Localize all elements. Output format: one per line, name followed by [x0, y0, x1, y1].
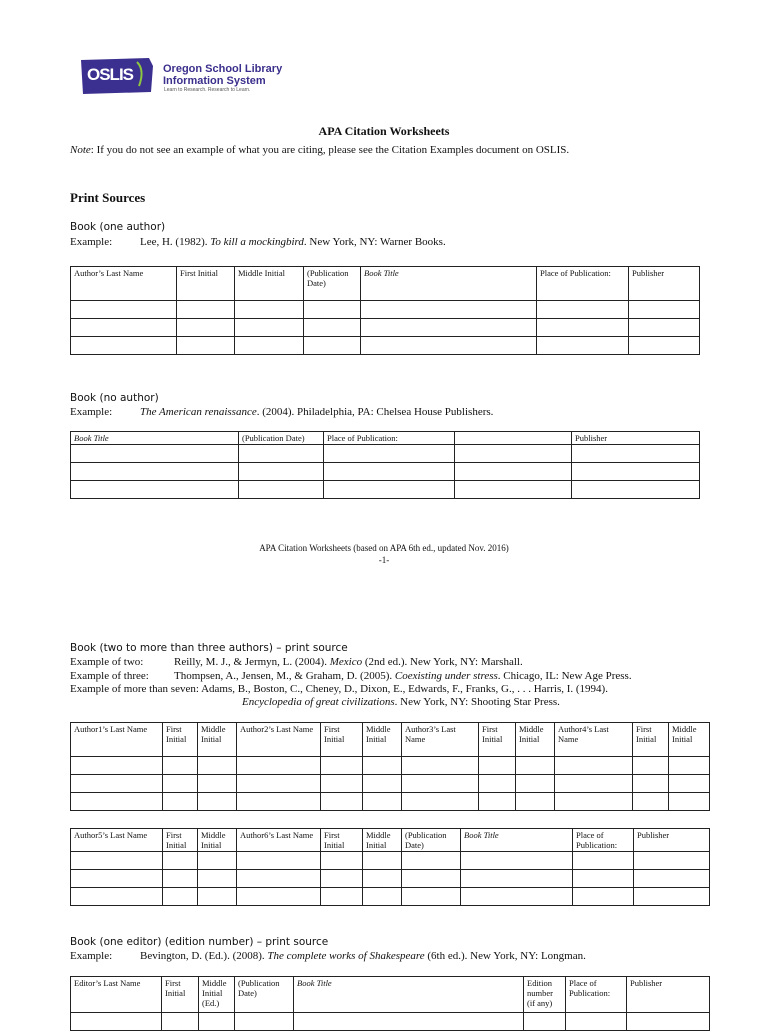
- entry-cell[interactable]: [629, 337, 700, 355]
- section-heading: Print Sources: [70, 190, 146, 205]
- entry-cell[interactable]: [402, 757, 479, 775]
- entry-cell[interactable]: [361, 319, 537, 337]
- logo-tagline: Learn to Research. Research to Learn.: [164, 87, 251, 93]
- book4-heading: Book (one editor) (edition number) – print source: [70, 936, 329, 948]
- example-label: Example of more than seven:: [70, 683, 199, 695]
- header-cell: First Initial: [177, 267, 235, 301]
- entry-cell[interactable]: [235, 301, 304, 319]
- header-cell: (Publication Date): [402, 829, 461, 852]
- example-label: Example of two:: [70, 656, 144, 668]
- table-row: [71, 1013, 710, 1031]
- table-row: [71, 445, 700, 463]
- logo-line1: Oregon School Library: [163, 63, 283, 75]
- header-cell: Place of Publication:: [537, 267, 629, 301]
- example-post: (6th ed.). New York, NY: Longman.: [424, 950, 586, 962]
- entry-cell[interactable]: [237, 757, 321, 775]
- header-cell: Book Title: [294, 977, 524, 1013]
- header-cell: (Publication Date): [304, 267, 361, 301]
- entry-cell[interactable]: [304, 301, 361, 319]
- entry-cell[interactable]: [198, 775, 237, 793]
- entry-cell[interactable]: [572, 481, 700, 499]
- entry-cell[interactable]: [163, 757, 198, 775]
- entry-cell[interactable]: [524, 1013, 566, 1031]
- entry-cell[interactable]: [198, 793, 237, 811]
- header-cell: Place of Publication:: [566, 977, 627, 1013]
- entry-cell[interactable]: [237, 775, 321, 793]
- entry-cell[interactable]: [239, 445, 324, 463]
- header-cell: Middle Initial: [669, 723, 710, 757]
- example-post: . Chicago, IL: New Age Press.: [497, 670, 632, 682]
- header-cell: Publisher: [629, 267, 700, 301]
- example-post: . (2004). Philadelphia, PA: Chelsea House Publishers.: [256, 406, 494, 418]
- entry-cell[interactable]: [402, 870, 461, 888]
- header-cell: Editor’s Last Name: [71, 977, 162, 1013]
- entry-cell[interactable]: [363, 852, 402, 870]
- entry-cell[interactable]: [321, 870, 363, 888]
- header-cell: First Initial: [633, 723, 669, 757]
- entry-cell[interactable]: [455, 481, 572, 499]
- entry-cell[interactable]: [537, 319, 629, 337]
- example-italic: To kill a mockingbird: [210, 236, 304, 248]
- header-cell: Author4’s Last Name: [555, 723, 633, 757]
- header-cell: First Initial: [321, 723, 363, 757]
- header-cell: Book Title: [361, 267, 537, 301]
- book1-table: [70, 266, 700, 355]
- header-cell: Middle Initial: [363, 723, 402, 757]
- header-cell: Book Title: [461, 829, 573, 852]
- entry-cell[interactable]: [177, 301, 235, 319]
- book3-table-a: [70, 722, 710, 811]
- entry-cell[interactable]: [198, 870, 237, 888]
- entry-cell[interactable]: [237, 888, 321, 906]
- header-cell: Place of Publication:: [324, 432, 455, 445]
- note-text: : If you do not see an example of what you are citing, please see the Citation Examples document on OSLIS.: [90, 144, 570, 156]
- table-row: [71, 888, 710, 906]
- entry-cell[interactable]: [199, 1013, 235, 1031]
- entry-cell[interactable]: [162, 1013, 199, 1031]
- entry-cell[interactable]: [479, 793, 516, 811]
- example-post: (2nd ed.). New York, NY: Marshall.: [362, 656, 523, 668]
- entry-cell[interactable]: [633, 757, 669, 775]
- example-pre: Lee, H. (1982).: [140, 236, 211, 248]
- example-pre: Reilly, M. J., & Jermyn, L. (2004).: [174, 656, 330, 668]
- page-footer: APA Citation Worksheets (based on APA 6th ed., updated Nov. 2016): [259, 543, 509, 553]
- entry-cell[interactable]: [555, 775, 633, 793]
- book3-example-three: [70, 670, 632, 682]
- header-cell: Publisher: [572, 432, 700, 445]
- header-cell: Middle Initial: [235, 267, 304, 301]
- header-cell: First Initial: [163, 829, 198, 852]
- entry-cell[interactable]: [537, 337, 629, 355]
- entry-cell[interactable]: [321, 852, 363, 870]
- example-label: Example:: [70, 406, 113, 418]
- entry-cell[interactable]: [634, 888, 710, 906]
- book3-table-b: [70, 828, 710, 906]
- book1-heading: Book (one author): [70, 221, 166, 233]
- table-row: [71, 337, 700, 355]
- table-row: [71, 301, 700, 319]
- entry-cell[interactable]: [235, 319, 304, 337]
- entry-cell[interactable]: [566, 1013, 627, 1031]
- entry-cell[interactable]: [237, 870, 321, 888]
- entry-cell[interactable]: [71, 1013, 162, 1031]
- entry-cell[interactable]: [555, 757, 633, 775]
- entry-cell[interactable]: [304, 319, 361, 337]
- example-pre: Thompsen, A., Jensen, M., & Graham, D. (2005).: [174, 670, 395, 682]
- example-italic: The complete works of Shakespeare: [267, 950, 425, 962]
- entry-cell[interactable]: [198, 757, 237, 775]
- book3-heading: Book (two to more than three authors) – print source: [70, 642, 348, 654]
- entry-cell[interactable]: [71, 888, 163, 906]
- entry-cell[interactable]: [71, 757, 163, 775]
- entry-cell[interactable]: [71, 793, 163, 811]
- entry-cell[interactable]: [573, 870, 634, 888]
- entry-cell[interactable]: [363, 757, 402, 775]
- header-cell: Place of Publication:: [573, 829, 634, 852]
- entry-cell[interactable]: [629, 301, 700, 319]
- entry-cell[interactable]: [516, 757, 555, 775]
- entry-cell[interactable]: [71, 481, 239, 499]
- header-cell: Author6’s Last Name: [237, 829, 321, 852]
- entry-cell[interactable]: [304, 337, 361, 355]
- entry-cell[interactable]: [455, 445, 572, 463]
- entry-cell[interactable]: [669, 775, 710, 793]
- example-italic: Coexisting under stress: [394, 670, 498, 682]
- entry-cell[interactable]: [633, 793, 669, 811]
- table-row: [71, 793, 710, 811]
- book4-table: [70, 976, 710, 1031]
- book3-example-seven-cont: [242, 696, 560, 708]
- entry-cell[interactable]: [461, 888, 573, 906]
- entry-cell[interactable]: [627, 1013, 710, 1031]
- header-cell: First Initial: [479, 723, 516, 757]
- page-number: -1-: [378, 555, 390, 565]
- entry-cell[interactable]: [516, 793, 555, 811]
- entry-cell[interactable]: [402, 852, 461, 870]
- book3-example-two: [70, 656, 523, 668]
- entry-cell[interactable]: [71, 870, 163, 888]
- entry-cell[interactable]: [239, 463, 324, 481]
- entry-cell[interactable]: [235, 1013, 294, 1031]
- entry-cell[interactable]: [163, 775, 198, 793]
- example-post: . New York, NY: Warner Books.: [303, 236, 446, 248]
- table-row: [71, 775, 710, 793]
- entry-cell[interactable]: [324, 463, 455, 481]
- header-cell: Author3’s Last Name: [402, 723, 479, 757]
- header-cell: Edition number (if any): [524, 977, 566, 1013]
- example-pre: Bevington, D. (Ed.). (2008).: [140, 950, 268, 962]
- header-cell: Middle Initial: [516, 723, 555, 757]
- page-title: APA Citation Worksheets: [318, 124, 450, 138]
- logo-badge: OSLIS: [87, 65, 134, 84]
- entry-cell[interactable]: [669, 793, 710, 811]
- header-cell: Author5’s Last Name: [71, 829, 163, 852]
- entry-cell[interactable]: [461, 852, 573, 870]
- entry-cell[interactable]: [634, 852, 710, 870]
- entry-cell[interactable]: [71, 337, 177, 355]
- table-row: [71, 757, 710, 775]
- example-italic: Mexico: [329, 656, 363, 668]
- entry-cell[interactable]: [455, 463, 572, 481]
- entry-cell[interactable]: [294, 1013, 524, 1031]
- entry-cell[interactable]: [361, 337, 537, 355]
- note: [70, 144, 569, 156]
- example-label: Example:: [70, 236, 113, 248]
- header-cell: Middle Initial: [198, 723, 237, 757]
- entry-cell[interactable]: [669, 757, 710, 775]
- header-cell: First Initial: [162, 977, 199, 1013]
- entry-cell[interactable]: [71, 319, 177, 337]
- example-post: . New York, NY: Shooting Star Press.: [394, 696, 560, 708]
- example-italic: Encyclopedia of great civilizations: [242, 696, 395, 708]
- entry-cell[interactable]: [71, 445, 239, 463]
- table-row: [71, 463, 700, 481]
- book2-example: [70, 406, 493, 418]
- entry-cell[interactable]: [71, 301, 177, 319]
- header-cell: Middle Initial: [198, 829, 237, 852]
- entry-cell[interactable]: [363, 870, 402, 888]
- book2-table: [70, 431, 700, 499]
- entry-cell[interactable]: [402, 888, 461, 906]
- entry-cell[interactable]: [163, 870, 198, 888]
- entry-cell[interactable]: [321, 757, 363, 775]
- header-cell: First Initial: [163, 723, 198, 757]
- entry-cell[interactable]: [629, 319, 700, 337]
- header-cell: Middle Initial (Ed.): [199, 977, 235, 1013]
- header-cell: Author1’s Last Name: [71, 723, 163, 757]
- table-row: [71, 852, 710, 870]
- entry-cell[interactable]: [321, 793, 363, 811]
- entry-cell[interactable]: [198, 888, 237, 906]
- entry-cell[interactable]: [239, 481, 324, 499]
- example-label: Example:: [70, 950, 113, 962]
- entry-cell[interactable]: [71, 775, 163, 793]
- table-row: [71, 870, 710, 888]
- entry-cell[interactable]: [479, 757, 516, 775]
- entry-cell[interactable]: [461, 870, 573, 888]
- entry-cell[interactable]: [516, 775, 555, 793]
- header-cell: Publisher: [627, 977, 710, 1013]
- header-cell: Publisher: [634, 829, 710, 852]
- entry-cell[interactable]: [177, 319, 235, 337]
- entry-cell[interactable]: [237, 852, 321, 870]
- entry-cell[interactable]: [479, 775, 516, 793]
- header-cell: Book Title: [71, 432, 239, 445]
- entry-cell[interactable]: [237, 793, 321, 811]
- entry-cell[interactable]: [634, 870, 710, 888]
- logo-line2: Information System: [163, 75, 266, 87]
- entry-cell[interactable]: [71, 463, 239, 481]
- header-cell: Author2’s Last Name: [237, 723, 321, 757]
- entry-cell[interactable]: [177, 337, 235, 355]
- header-cell: (Publication Date): [239, 432, 324, 445]
- note-label: Note: [70, 144, 91, 156]
- header-cell: (Publication Date): [235, 977, 294, 1013]
- book2-heading: Book (no author): [70, 392, 159, 404]
- entry-cell[interactable]: [363, 793, 402, 811]
- book4-example: [70, 950, 586, 962]
- entry-cell[interactable]: [361, 301, 537, 319]
- entry-cell[interactable]: [402, 793, 479, 811]
- entry-cell[interactable]: [402, 775, 479, 793]
- header-cell: Author’s Last Name: [71, 267, 177, 301]
- entry-cell[interactable]: [537, 301, 629, 319]
- entry-cell[interactable]: [163, 793, 198, 811]
- entry-cell[interactable]: [235, 337, 304, 355]
- entry-cell[interactable]: [321, 775, 363, 793]
- example-text: Adams, B., Boston, C., Cheney, D., Dixon, E., Edwards, F., Franks, G., . . . Harris, I. (1994).: [201, 683, 608, 695]
- header-cell: Middle Initial: [363, 829, 402, 852]
- entry-cell[interactable]: [573, 888, 634, 906]
- entry-cell[interactable]: [324, 445, 455, 463]
- entry-cell[interactable]: [321, 888, 363, 906]
- entry-cell[interactable]: [71, 852, 163, 870]
- table-row: [71, 319, 700, 337]
- entry-cell[interactable]: [363, 888, 402, 906]
- entry-cell[interactable]: [363, 775, 402, 793]
- example-label: Example of three:: [70, 670, 149, 682]
- header-cell: First Initial: [321, 829, 363, 852]
- entry-cell[interactable]: [198, 852, 237, 870]
- entry-cell[interactable]: [572, 463, 700, 481]
- entry-cell[interactable]: [555, 793, 633, 811]
- entry-cell[interactable]: [573, 852, 634, 870]
- entry-cell[interactable]: [163, 852, 198, 870]
- entry-cell[interactable]: [324, 481, 455, 499]
- book3-example-seven: [70, 683, 608, 695]
- table-row: [71, 481, 700, 499]
- book1-example: [70, 236, 446, 248]
- entry-cell[interactable]: [633, 775, 669, 793]
- oslis-logo: [79, 56, 283, 96]
- entry-cell[interactable]: [163, 888, 198, 906]
- entry-cell[interactable]: [572, 445, 700, 463]
- header-cell: [455, 432, 572, 445]
- example-italic: The American renaissance: [140, 406, 257, 418]
